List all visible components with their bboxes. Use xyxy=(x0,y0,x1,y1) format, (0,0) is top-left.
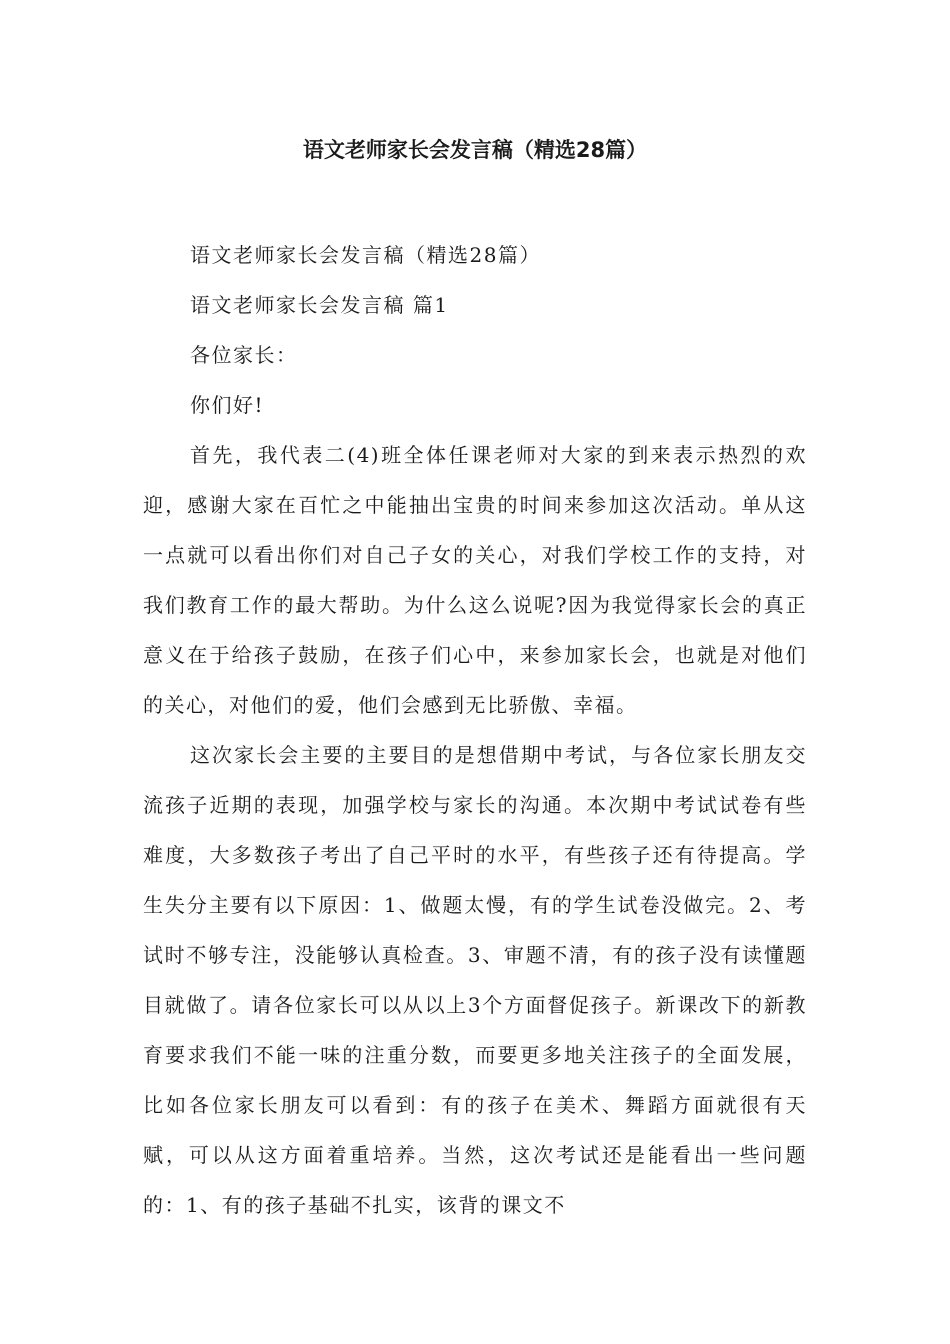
paragraph-greeting: 你们好! xyxy=(190,393,265,417)
document-body xyxy=(143,230,807,1230)
paragraph-body: 首先，我代表二(4)班全体任课老师对大家的到来表示热烈的欢迎，感谢大家在百忙之中能抽出宝贵的时间来参加这次活动。单从这一点就可以看出你们对自己子女的关心，对我们学校工作的支持，对我们教育工作的最大帮助。为什么这么说呢?因为我觉得家长会的真正意义在于给孩子鼓励，在孩子们心中，来参加家长会，也就是对他们的关心，对他们的爱，他们会感到无比骄傲、幸福。 xyxy=(143,443,807,717)
paragraph-subtitle: 语文老师家长会发言稿（精选28篇） xyxy=(190,243,541,267)
paragraph-body: 这次家长会主要的主要目的是想借期中考试，与各位家长朋友交流孩子近期的表现，加强学校与家长的沟通。本次期中考试试卷有些难度，大多数孩子考出了自己平时的水平，有些孩子还有待提高。学生失分主要有以下原因：1、做题太慢，有的学生试卷没做完。2、考试时不够专注，没能够认真检查。3、审题不清，有的孩子没有读懂题目就做了。请各位家长可以从以上3个方面督促孩子。新课改下的新教育要求我们不能一味的注重分数，而要更多地关注孩子的全面发展，比如各位家长朋友可以看到：有的孩子在美术、舞蹈方面就很有天赋，可以从这方面着重培养。当然，这次考试还是能看出一些问题的：1、有的孩子基础不扎实，该背的课文不 xyxy=(143,743,807,1217)
paragraph-salutation: 各位家长： xyxy=(190,343,298,367)
document-title: 语文老师家长会发言稿（精选28篇） xyxy=(302,138,648,162)
paragraph-section-heading: 语文老师家长会发言稿 篇1 xyxy=(190,293,449,317)
